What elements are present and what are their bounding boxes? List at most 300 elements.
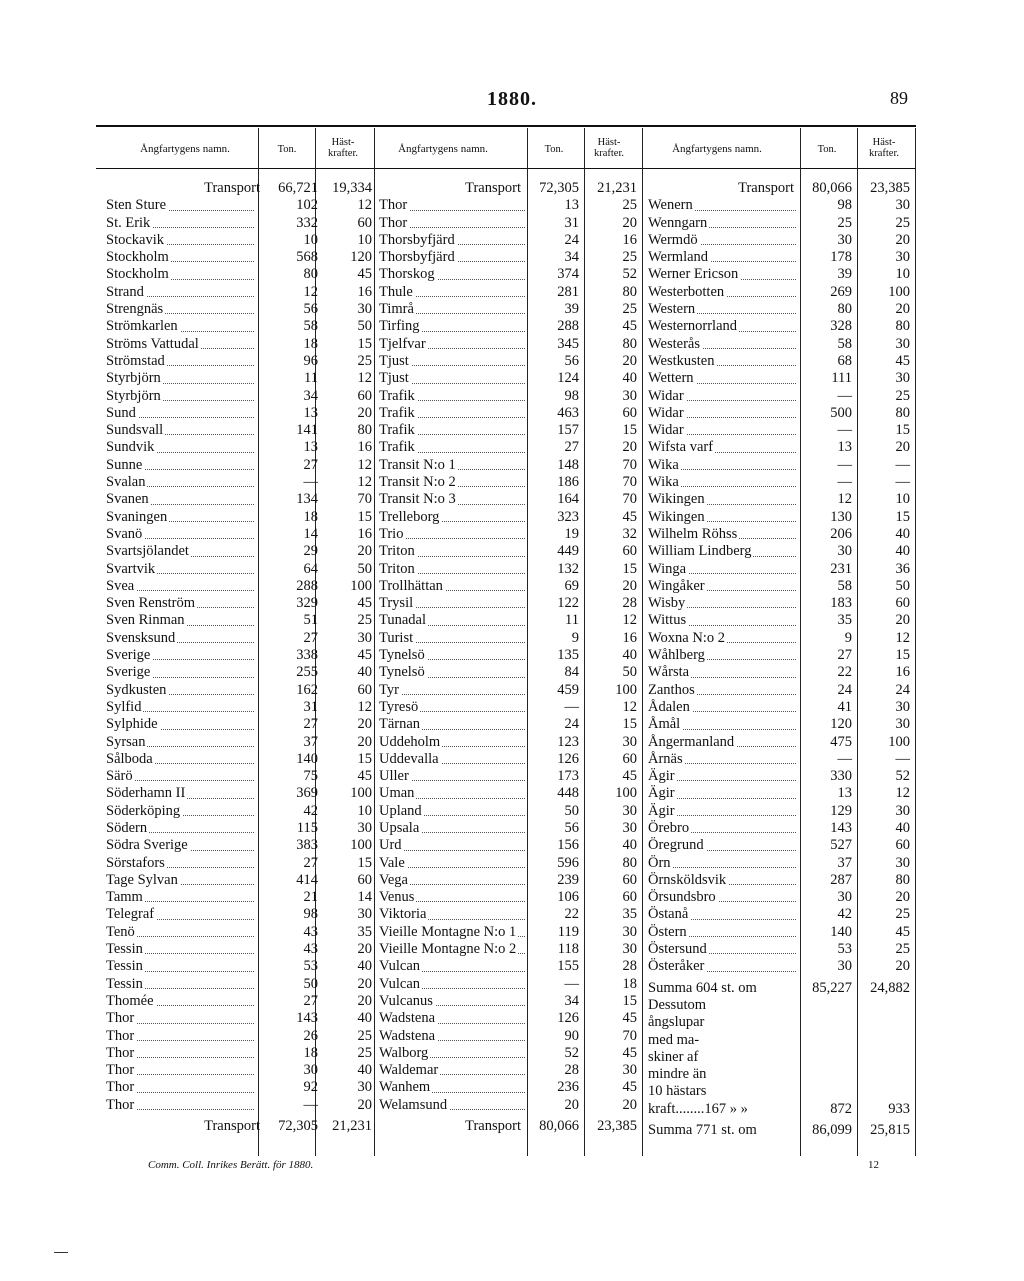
ship-name [379,526,527,543]
ship-name [379,941,527,958]
tonnage-cell: 27 [303,456,318,473]
tonnage-cell: 30 [837,543,852,560]
horsepower-cell: 30 [895,802,910,819]
ship-name [379,803,527,820]
table-row [648,526,912,543]
tonnage-cell: 148 [557,456,579,473]
tonnage-cell: 37 [837,854,852,871]
ship-name [379,768,527,785]
ship-name-text: Trysil [379,595,414,612]
table-row [106,682,370,699]
table-row [379,647,639,664]
tonnage-cell: 120 [830,716,852,733]
table-row [648,924,912,941]
table-row [106,837,370,854]
table-row [648,699,912,716]
ship-name-text: Winga [648,560,687,577]
ship-name [648,439,798,456]
ship-name-text: Trafik [379,404,415,421]
column-2 [379,180,639,1135]
header-ton-1: Ton. [277,144,297,155]
tonnage-cell: 27 [303,992,318,1009]
tonnage-cell: 330 [830,768,852,785]
ship-name [648,820,798,837]
horsepower-cell: 30 [622,923,637,940]
ship-name-text: Sverige [106,664,151,681]
ship-name [379,370,527,387]
ship-name-text: Wenern [648,197,693,214]
tonnage-cell: 173 [557,768,579,785]
ship-name [106,388,256,405]
horsepower-cell: 12 [357,698,372,715]
tonnage-cell: 41 [837,698,852,715]
ship-name-text: Vale [379,854,405,871]
horsepower-cell: 16 [622,231,637,248]
table-row [648,889,912,906]
table-row [106,197,370,214]
ship-name [648,197,798,214]
ship-name-text: Tyr [379,681,399,698]
ship-name-text: Vieille Montagne N:o 2 [379,941,517,958]
ship-name [106,509,256,526]
ship-name-text: Vulcan [379,975,421,992]
horsepower-cell: 40 [622,837,637,854]
table-row [379,941,639,958]
table-row [379,439,639,456]
ship-name-text: Syrsan [106,733,146,750]
tonnage-cell: 37 [303,733,318,750]
table-row [106,889,370,906]
tonnage-cell: 288 [296,577,318,594]
ship-name-text: Thor [379,214,408,231]
ship-name [379,647,527,664]
table-row [106,924,370,941]
ship-name [106,1097,256,1114]
horsepower-cell: 40 [357,1062,372,1079]
tonnage-cell: 157 [557,422,579,439]
horsepower-cell: 45 [357,647,372,664]
ship-name [648,249,798,266]
note-line [648,1032,912,1049]
tonnage-cell: 369 [296,785,318,802]
ship-name [379,924,527,941]
tonnage-cell: 118 [557,941,579,958]
tonnage-cell: 568 [296,249,318,266]
horsepower-cell: 25 [622,197,637,214]
horsepower-cell: 20 [357,975,372,992]
ship-name [106,716,256,733]
ship-name-text: Thule [379,283,413,300]
tonnage-cell: 124 [557,370,579,387]
ship-name-text: Turist [379,629,414,646]
note-line [648,997,912,1014]
tonnage-cell: 328 [830,318,852,335]
ship-name-text: Vieille Montagne N:o 1 [379,923,517,940]
ship-name [379,1010,527,1027]
horsepower-cell: 45 [357,595,372,612]
ship-name-text: Svea [106,577,135,594]
tonnage-cell: 39 [564,301,579,318]
tonnage-cell: 34 [564,992,579,1009]
ship-name [106,664,256,681]
ship-name-text: Uddeholm [379,733,441,750]
ship-name [106,215,256,232]
tonnage-cell: 236 [557,1079,579,1096]
horsepower-cell: 20 [357,716,372,733]
ship-name [648,630,798,647]
transport-in-row [379,180,639,197]
ship-name-text: Svanö [106,525,143,542]
horsepower-cell: 70 [622,474,637,491]
tonnage-cell: 30 [837,958,852,975]
ship-name-text: Sven Renström [106,595,196,612]
ship-name [648,215,798,232]
horsepower-cell: 50 [622,664,637,681]
ship-name-text: Wifsta varf [648,439,714,456]
table-row [648,474,912,491]
ship-name-text: Westernorrland [648,318,738,335]
table-row [379,284,639,301]
tonnage-cell: 18 [303,508,318,525]
table-row [379,336,639,353]
tonnage-cell: 22 [564,906,579,923]
tonnage-cell: 25 [837,214,852,231]
ship-name [648,561,798,578]
table-row [379,699,639,716]
ship-name [379,872,527,889]
table-row [106,388,370,405]
horsepower-cell: 15 [357,508,372,525]
ship-name [106,820,256,837]
horsepower-cell: 40 [895,543,910,560]
ship-name [379,474,527,491]
horsepower-cell: 20 [622,214,637,231]
ship-name [379,734,527,751]
tonnage-cell: — [303,474,318,491]
summa-row [648,1122,912,1139]
tonnage-cell: 50 [303,975,318,992]
kraft-text: kraft [648,1100,676,1117]
horsepower-cell: 100 [888,733,910,750]
table-row [648,664,912,681]
table-row [648,439,912,456]
ship-name-text: Uman [379,785,415,802]
tonnage-cell: 463 [557,404,579,421]
tonnage-cell: 84 [564,664,579,681]
table-row [648,509,912,526]
source-note: Comm. Coll. Inrikes Berätt. för 1880. [148,1159,314,1171]
ship-name-text: Thomée [106,992,154,1009]
ship-name [379,664,527,681]
tonnage-cell: — [837,474,852,491]
ship-name [106,318,256,335]
tonnage-cell: 98 [837,197,852,214]
ship-name [106,578,256,595]
table-row [648,457,912,474]
table-row [379,820,639,837]
table-row [379,906,639,923]
ship-name-text: Triton [379,543,415,560]
table-row [648,716,912,733]
horsepower-cell: 25 [357,1044,372,1061]
horsepower-cell: 30 [895,370,910,387]
ship-name-text: Tjust [379,352,409,369]
horsepower-cell: 100 [888,283,910,300]
tonnage-cell: 143 [296,1010,318,1027]
ship-name [648,353,798,370]
horsepower-cell: 40 [357,958,372,975]
horsepower-cell: 12 [357,456,372,473]
horsepower-cell: 70 [622,491,637,508]
tonnage-cell: 13 [837,439,852,456]
table-row [648,284,912,301]
tonnage-cell: 75 [303,768,318,785]
table-row [648,561,912,578]
ship-name [379,422,527,439]
ship-name-text: Westerbotten [648,283,725,300]
ship-name-text: Stockholm [106,266,169,283]
table-row [106,249,370,266]
ship-name-text: Wisby [648,595,686,612]
ship-name-text: Wåhlberg [648,647,705,664]
transport-out-row [379,1118,639,1135]
ship-name-text: Örsundsbro [648,889,716,906]
horsepower-cell: 45 [622,768,637,785]
ship-name-text: Strömkarlen [106,318,178,335]
horsepower-cell: 40 [357,664,372,681]
ship-name-text: Thor [106,1062,135,1079]
tonnage-cell: 56 [564,352,579,369]
table-row [106,993,370,1010]
ship-name [379,1028,527,1045]
horsepower-cell: 12 [622,612,637,629]
ship-name [379,1097,527,1114]
tonnage-cell: 92 [303,1079,318,1096]
table-row [106,768,370,785]
note-line [648,1066,912,1083]
horsepower-cell: 25 [895,387,910,404]
tonnage-cell: 22 [837,664,852,681]
tonnage-cell: 178 [830,249,852,266]
ship-name [106,422,256,439]
top-rule [96,125,916,127]
ship-name [106,1079,256,1096]
ship-name-text: Uddevalla [379,750,439,767]
table-row [379,751,639,768]
ship-name-text: Tärnan [379,716,421,733]
transport-label: Transport [465,180,521,196]
horsepower-cell: 20 [895,958,910,975]
tonnage-cell: 140 [296,750,318,767]
tonnage-cell: 155 [557,958,579,975]
table-row [106,1097,370,1114]
ship-name [648,578,798,595]
ship-name [106,872,256,889]
tonnage-cell: 527 [830,837,852,854]
table-row [379,1097,639,1114]
table-row [648,422,912,439]
horsepower-cell: 18 [622,975,637,992]
tonnage-cell: 12 [837,491,852,508]
ship-name-text: Thor [379,197,408,214]
tonnage-cell: 98 [564,387,579,404]
horsepower-cell: 30 [895,249,910,266]
table-row [648,872,912,889]
ship-name-text: Thorskog [379,266,435,283]
tonnage-cell: 288 [557,318,579,335]
tonnage-cell: 51 [303,612,318,629]
horsepower-cell: 30 [895,335,910,352]
ship-name [106,803,256,820]
ship-name [106,924,256,941]
table-row [106,1062,370,1079]
tonnage-cell: 66,721 [278,180,318,196]
table-row [379,682,639,699]
horsepower-cell: 933 [888,1100,910,1117]
tonnage-cell: 269 [830,283,852,300]
ship-name [106,785,256,802]
tonnage-cell: 53 [837,941,852,958]
table-row [106,976,370,993]
ship-name-text: Sverige [106,647,151,664]
transport-label: Summa 771 st. om [648,1122,757,1139]
table-row [106,509,370,526]
ship-name-text: Sörstafors [106,854,165,871]
tonnage-cell: 345 [557,335,579,352]
table-row [648,941,912,958]
ship-name [379,1079,527,1096]
table-row [648,266,912,283]
table-row [379,509,639,526]
table-row [106,906,370,923]
horsepower-cell: 15 [622,716,637,733]
ship-name [379,318,527,335]
horsepower-cell: 30 [622,819,637,836]
table-row [106,941,370,958]
table-row [379,664,639,681]
table-row [379,266,639,283]
ship-name-text: Sylphide [106,716,158,733]
tonnage-cell: 72,305 [278,1118,318,1135]
ship-name [379,491,527,508]
tonnage-cell: 11 [304,370,318,387]
rule-v [642,128,643,1156]
ship-name-text: Ägir [648,802,675,819]
tonnage-cell: 34 [564,249,579,266]
tonnage-cell: 156 [557,837,579,854]
tonnage-cell: 126 [557,1010,579,1027]
tonnage-cell: 27 [303,854,318,871]
horsepower-cell: 100 [615,681,637,698]
tonnage-cell: 332 [296,214,318,231]
header-hp-1: Häst- krafter. [327,137,359,159]
horsepower-cell: 24 [895,681,910,698]
ship-name [648,768,798,785]
ship-name-text: Wadstena [379,1027,436,1044]
tonnage-cell: 18 [303,335,318,352]
tonnage-cell: 18 [303,1044,318,1061]
horsepower-cell: 60 [357,871,372,888]
table-row [106,664,370,681]
ship-name [648,336,798,353]
horsepower-cell: 30 [895,854,910,871]
ship-name-text: Tunadal [379,612,426,629]
ship-name [106,855,256,872]
horsepower-cell: 15 [357,750,372,767]
table-row [106,543,370,560]
ship-name-text: Tessin [106,958,143,975]
ship-name [379,215,527,232]
table-row [379,301,639,318]
horsepower-cell: 30 [895,698,910,715]
ship-name-text: Thor [106,1010,135,1027]
ship-name-text: Sundvik [106,439,155,456]
ship-name [648,266,798,283]
tonnage-cell: — [564,975,579,992]
horsepower-cell: 60 [357,681,372,698]
table-row [106,301,370,318]
horsepower-cell: 25 [357,352,372,369]
ship-name [648,889,798,906]
ship-name [648,924,798,941]
transport-in-row [648,180,912,197]
horsepower-cell: 60 [622,750,637,767]
table-row [648,630,912,647]
tonnage-cell: 35 [837,612,852,629]
ship-name-text: Sylfid [106,698,142,715]
table-row [648,837,912,854]
horsepower-cell: 10 [357,802,372,819]
ship-name [106,474,256,491]
tonnage-cell: 27 [303,716,318,733]
ship-name-text: Tynelsö [379,647,425,664]
ship-name-text: Ägir [648,785,675,802]
ship-name-text: Tirfing [379,318,420,335]
ship-name [379,837,527,854]
ship-name [379,197,527,214]
ship-name-text: Årnäs [648,750,683,767]
horsepower-cell: 70 [622,1027,637,1044]
tonnage-cell: 86,099 [812,1122,852,1139]
table-row [648,751,912,768]
ship-name [106,1045,256,1062]
table-row [648,249,912,266]
table-row [106,630,370,647]
ship-name-text: Stockholm [106,249,169,266]
table-row [379,993,639,1010]
horsepower-cell: 30 [895,197,910,214]
ship-name [379,906,527,923]
ship-name-text: Svaningen [106,508,168,525]
table-row [648,734,912,751]
horsepower-cell: 80 [895,871,910,888]
ship-name [379,889,527,906]
horsepower-cell: 80 [622,335,637,352]
page-number: 89 [890,88,908,108]
transport-label: Transport [204,1118,260,1135]
table-row [106,1028,370,1045]
horsepower-cell: 80 [357,422,372,439]
table-row [379,318,639,335]
ship-name [648,491,798,508]
tonnage-cell: 134 [296,491,318,508]
note-text: Dessutom [648,996,706,1013]
ship-name [379,336,527,353]
horsepower-cell: 10 [895,266,910,283]
tonnage-cell: 338 [296,647,318,664]
ship-name-text: Wikingen [648,508,705,525]
horsepower-cell: 30 [622,1062,637,1079]
